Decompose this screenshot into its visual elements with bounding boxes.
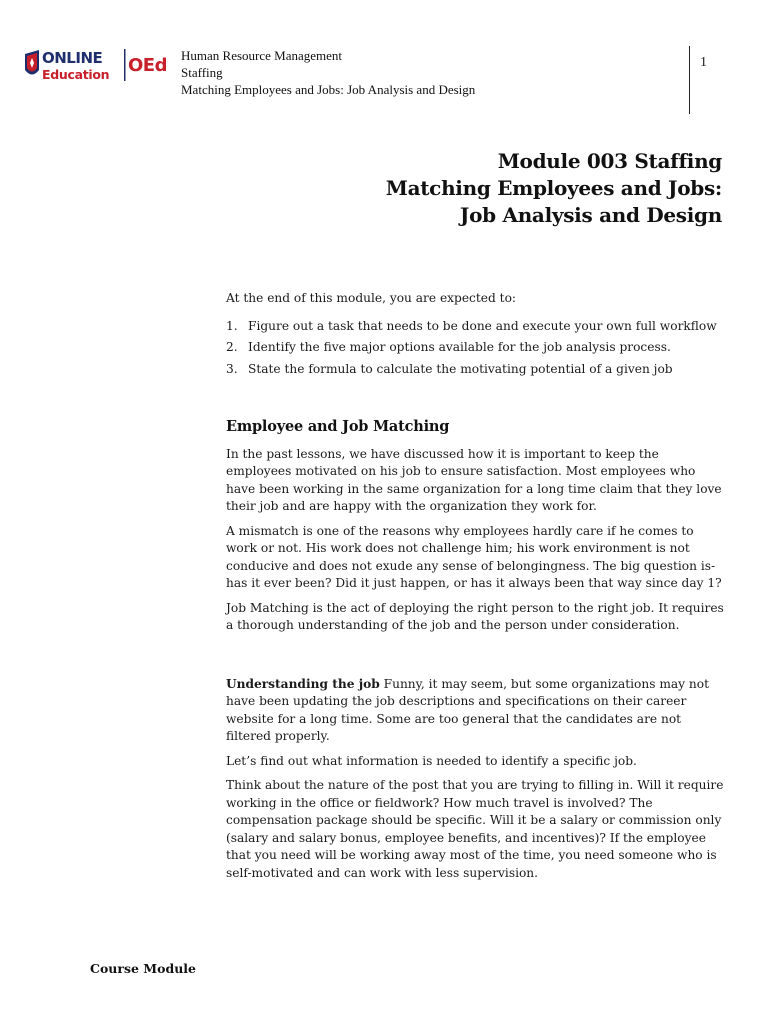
online-education-logo	[22, 46, 174, 86]
module-content	[226, 290, 726, 889]
header-divider	[689, 46, 690, 114]
module-title	[386, 148, 722, 229]
svg-text:Education: Education	[42, 67, 110, 82]
header-topic: Staffing	[181, 65, 223, 80]
header-subtitle: Matching Employees and Jobs: Job Analysis and Design	[181, 82, 476, 97]
crest-icon	[25, 50, 39, 75]
objective-text: Identify the five major options available for the job analysis process.	[248, 340, 671, 354]
objective-text: Figure out a task that needs to be done and execute your own full workflow	[248, 318, 717, 333]
header-info	[181, 47, 475, 98]
objective-number: 1.	[226, 318, 238, 333]
spacer	[226, 642, 726, 676]
header-course: Human Resource Management	[181, 48, 343, 63]
title-line-1: Module 003 Staffing	[497, 149, 722, 173]
understanding-text: Funny, it may seem, but some organizations may not have been updating the job descriptions and specifications on their career website for a long time. Some are too general that the candidates are not filtered properly.	[226, 676, 709, 743]
paragraph: Let’s find out what information is needed to identify a specific job.	[226, 753, 637, 768]
paragraph: In the past lessons, we have discussed how it is important to keep the employees motivated on his job to ensure satisfaction. Most employees who have been working in the same organization for a long time claim that they love their job and are happy with the organization they work for.	[226, 446, 722, 513]
paragraph: Think about the nature of the post that you are trying to filling in. Will it require working in the office or fieldwork? How much travel is involved? The compensation package should be specific. Will it be a salary or commission only (salary and salary bonus, employee benefits, and incentives)? If the employee that you need will be working away most of the time, you need someone who is self-motivated and can work with less supervision.	[226, 778, 724, 880]
title-line-2: Matching Employees and Jobs:	[385, 176, 722, 200]
objective-item	[226, 318, 726, 336]
paragraph: A mismatch is one of the reasons why employees hardly care if he comes to work or not. His work does not challenge him; his work environment is not conducive and does not exude any sense of belongingness. The big question is- has it ever been? Did it just happen, or has it always been that way since day 1?	[226, 523, 722, 590]
objective-text: State the formula to calculate the motivating potential of a given job	[248, 361, 673, 376]
objective-number: 2.	[226, 340, 238, 354]
footer-label: Course Module	[90, 961, 197, 976]
title-line-3: Job Analysis and Design	[459, 203, 722, 227]
page-number: 1	[700, 55, 707, 70]
svg-text:OEd: OEd	[128, 55, 167, 76]
understanding-paragraph	[226, 676, 726, 746]
objective-item	[226, 361, 726, 379]
svg-text:ONLINE: ONLINE	[42, 49, 103, 67]
objectives-intro: At the end of this module, you are expected to:	[226, 291, 517, 305]
section-heading: Employee and Job Matching	[226, 418, 450, 435]
understanding-lead: Understanding the job	[226, 676, 380, 691]
objective-item	[226, 339, 726, 357]
paragraph: Job Matching is the act of deploying the right person to the right job. It requires a thorough understanding of the job and the person under consideration.	[226, 600, 724, 632]
objectives-list	[226, 318, 726, 379]
objective-number: 3.	[226, 361, 238, 376]
